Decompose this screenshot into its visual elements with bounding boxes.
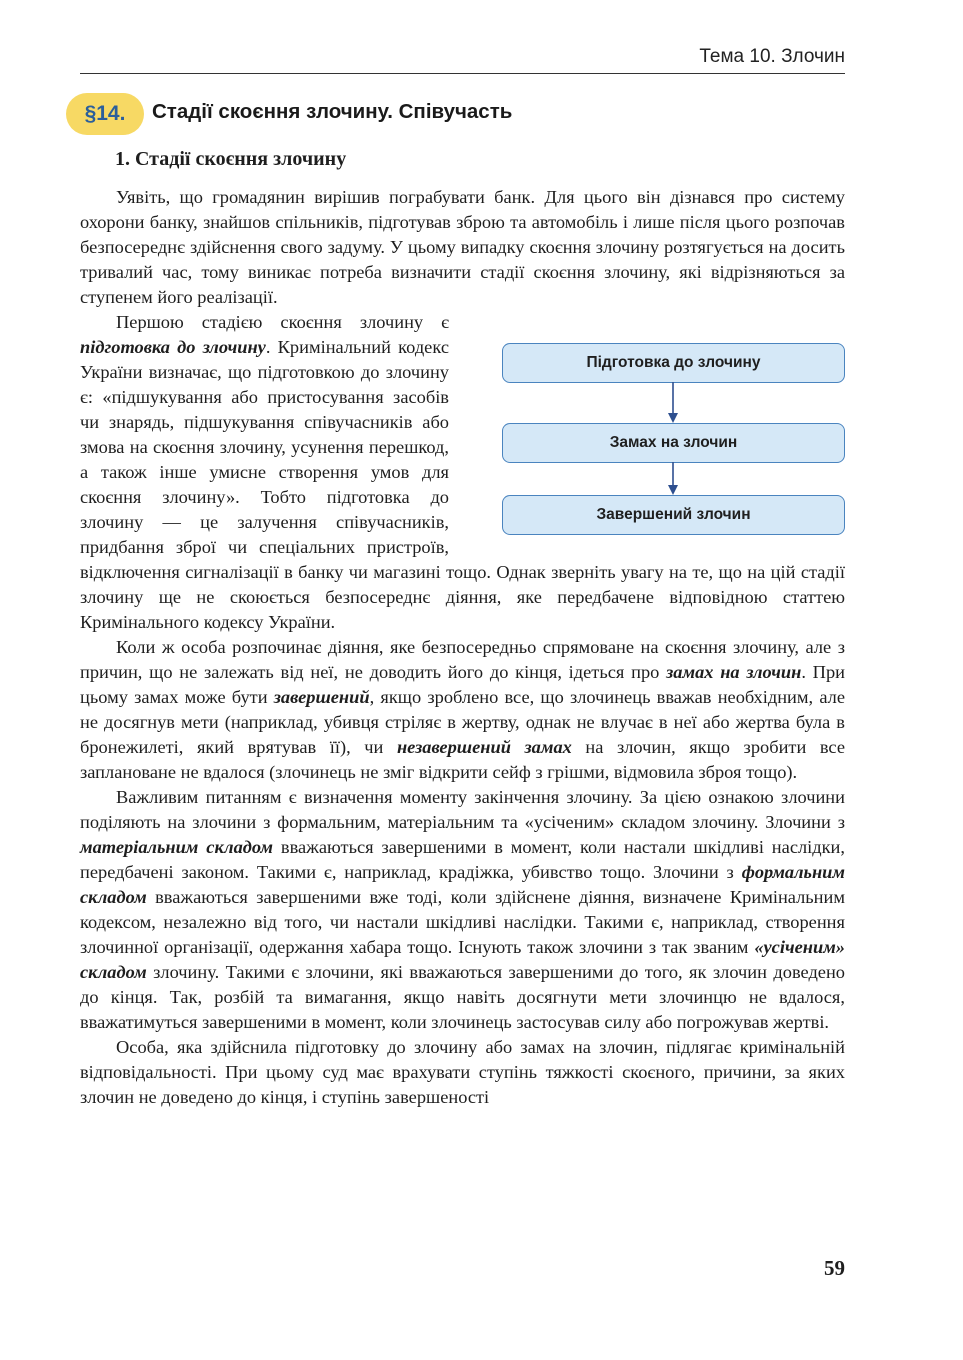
term-truncated-composition: «усіченим» складом — [80, 937, 845, 982]
term-attempt: замах на злочин — [666, 662, 802, 682]
flow-step-attempt: Замах на злочин — [502, 423, 845, 463]
term-preparation: підготовка до злочину — [80, 337, 266, 357]
term-incomplete-attempt: незавершений замах — [396, 737, 572, 757]
paragraph-3-text-a: Коли ж особа розпочинає діяння, яке безпосередньо спрямоване на скоєння злочину, але з причин, що не залежать від неї, не доводить його до кінця, ідеться про — [80, 637, 845, 682]
paragraph-3 — [80, 635, 845, 785]
arrow-down-icon — [667, 462, 679, 495]
section-title: Стадії скоєння злочину. Співучасть — [152, 100, 513, 123]
term-material-composition: матеріальним складом — [80, 837, 273, 857]
term-completed: завершений — [273, 687, 370, 707]
term-formal-composition: формальним складом — [80, 862, 845, 907]
paragraph-4-text-e: вважаються завершеними вже тоді, коли здійснене діяння, визначене Кримінальним кодексом, незалежно від того, чи настали шкідливі наслідки. Такими є, наприклад, створення злочинної організації, одержання хабара тощо. Існують також злочини з так званим — [80, 887, 845, 957]
arrow-down-icon — [667, 382, 679, 423]
paragraph-3-text-g: на злочин, якщо зробити все заплановане не вдалося (злочинець не зміг відкрити сейф з грішми, відмовила зброя тощо). — [80, 737, 845, 782]
paragraph-1: Уявіть, що громадянин вирішив пограбувати банк. Для цього він дізнався про систему охорони банку, знайшов спільників, підготував зброю та автомобіль і лише після цього розпочав безпосереднє здійснення свого задуму. У цьому випадку скоєння злочину розтягується на досить тривалий час, тому виникає потреба визначити стадії скоєння злочину, які відрізняються за ступенем його реалізації. — [80, 187, 845, 307]
paragraph-5: Особа, яка здійснила підготовку до злочину або замах на злочин, підлягає кримінальній відповідальності. При цьому суд має врахувати ступінь тяжкості скоєного, причини, за яких злочин не доведено до кінця, і ступінь завершеності — [80, 1037, 845, 1107]
paragraph-2-text-a: Першою стадією скоєння злочину є — [116, 312, 449, 332]
header-rule — [80, 73, 845, 74]
flow-step-completed: Завершений злочин — [502, 495, 845, 535]
paragraph-2-text-c: . Кримінальний кодекс України визначає, що підготовкою до злочину є: «підшукування або пристосування засобів чи знарядь, підшукування співучасників або змова на скоєння злочину, усунення перешкод, а також інше умисне створення умов для скоєння злочину». Тобто підготовка до злочину — це залучення співучасників, придбання зброї чи спеціальних пристроїв, відключення сигналізації в банку чи магазині тощо. Однак зверніть увагу на те, що на цій стадії злочину ще не скоюється безпосереднє діяння, яке передбачене відповідною статтею Кримінального кодексу України. — [80, 337, 845, 632]
paragraph-3-text-c: . При цьому замах може бути — [80, 662, 845, 707]
page-number: 59 — [824, 1256, 845, 1280]
body-text — [80, 185, 845, 1110]
flow-step-preparation: Підготовка до злочину — [502, 343, 845, 383]
section-number-badge: §14. — [66, 93, 144, 135]
paragraph-4 — [80, 785, 845, 1035]
paragraph-4-text-g: злочину. Такими є злочини, які вважаються завершеними до того, як злочин доведено до кінця. Так, розбій та вимагання, якщо навіть досягнути мети злочинцю не вдалося, вважатимуться завершеними в момент, коли злочинець застосував силу або погрожував жертві. — [80, 962, 845, 1032]
running-header: Тема 10. Злочин — [699, 46, 845, 67]
subheading: 1. Стадії скоєння злочину — [115, 148, 347, 170]
paragraph-4-text-a: Важливим питанням є визначення моменту закінчення злочину. За цією ознакою злочини поділяють на злочини з формальним, матеріальним та «усіченим» складом злочину. Злочини з — [80, 787, 845, 832]
paragraph-3-text-e: , якщо зроблено все, що злочинець вважав необхідним, але не досягнув мети (наприклад, убивця стріляє в жертву, однак не влучає в неї або жертва була в бронежилеті, який врятував її), чи — [80, 687, 845, 757]
paragraph-4-text-c: вважаються завершеними в момент, коли настали шкідливі наслідки, передбачені законом. Такими є, наприклад, крадіжка, убивство тощо. Злочини з — [80, 837, 845, 882]
